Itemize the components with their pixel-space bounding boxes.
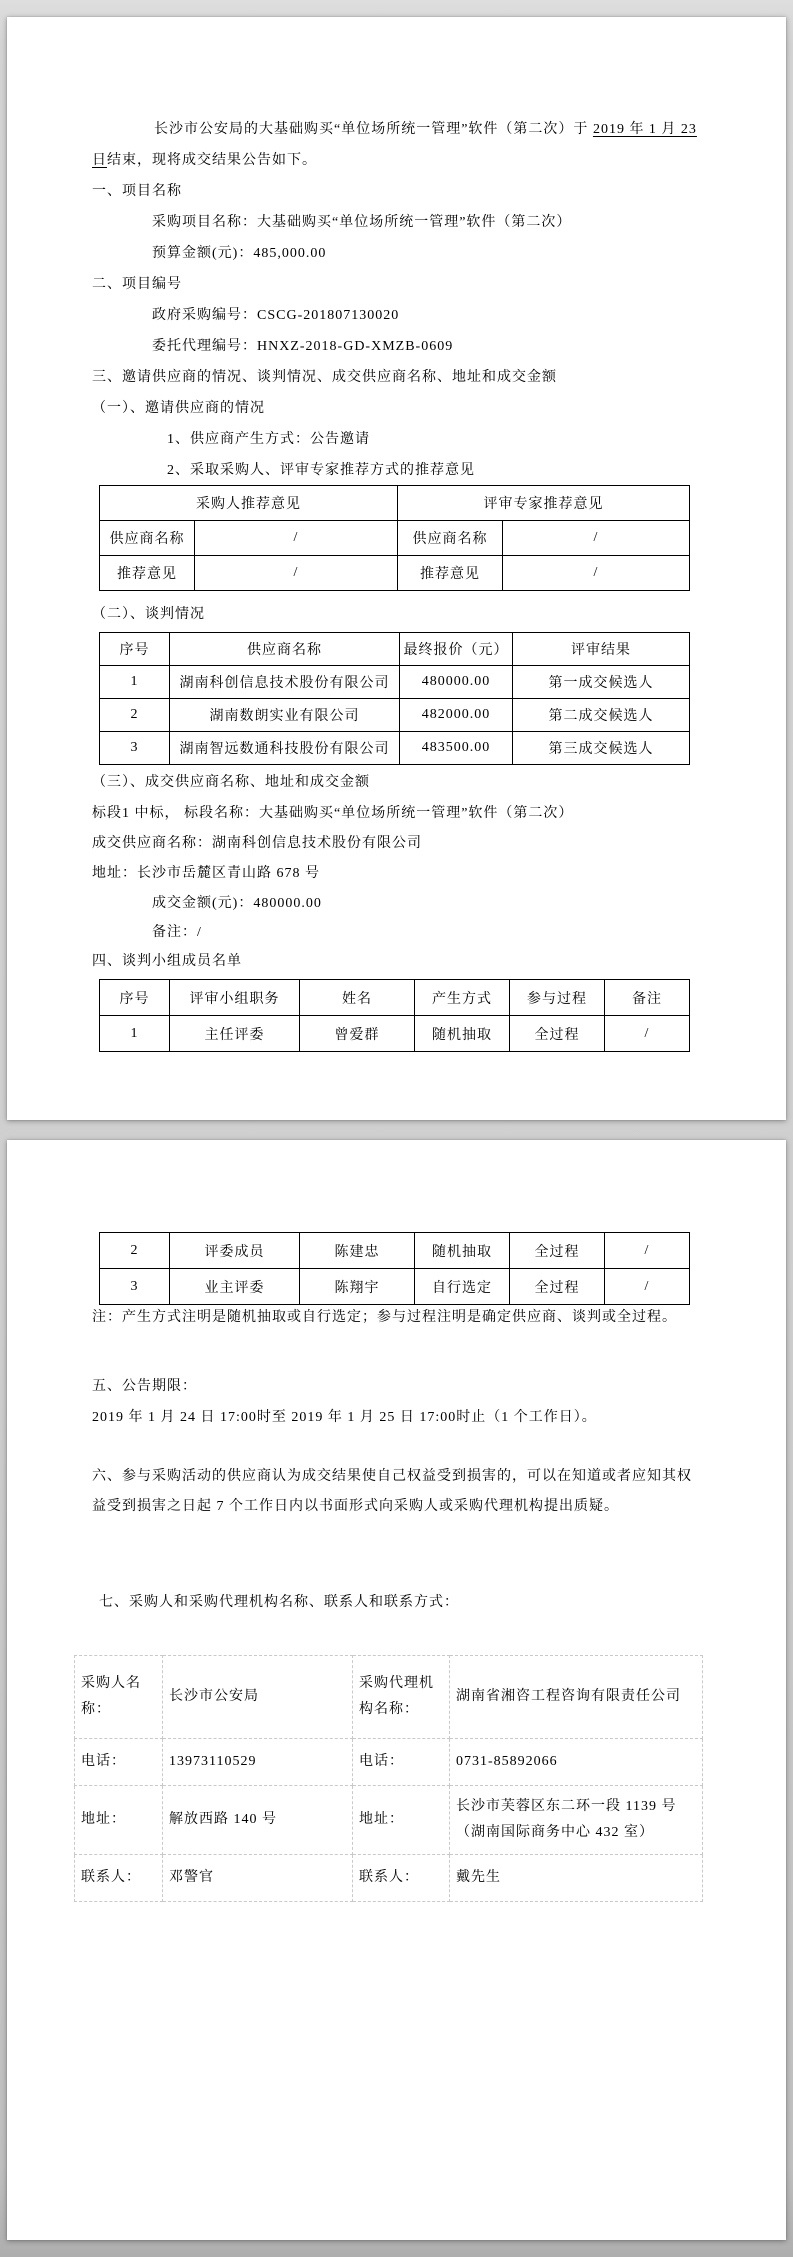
intro-lead: 长沙市公安局的大基础购买“单位场所统一管理”软件（第二次）于 bbox=[154, 122, 593, 137]
contact-label-buyer-phone: 电话： bbox=[75, 1739, 163, 1786]
contact-value-agency-contact: 戴先生 bbox=[450, 1855, 703, 1902]
col-header-process: 参与过程 bbox=[510, 980, 605, 1016]
negotiation-table bbox=[99, 632, 690, 765]
intro-line-2 bbox=[92, 146, 317, 176]
table-cell: 1 bbox=[100, 666, 170, 699]
contact-value-buyer-address: 解放西路 140 号 bbox=[163, 1786, 353, 1855]
panel-note: 注：产生方式注明是随机抽取或自行选定；参与过程注明是确定供应商、谈判或全过程。 bbox=[92, 1310, 677, 1325]
table-cell: 评委成员 bbox=[170, 1233, 300, 1269]
table-cell: / bbox=[503, 521, 690, 556]
table-cell: 推荐意见 bbox=[100, 556, 195, 591]
table-row bbox=[100, 1233, 690, 1269]
table-cell: 全过程 bbox=[510, 1269, 605, 1305]
table-cell: 推荐意见 bbox=[398, 556, 503, 591]
table-row bbox=[100, 666, 690, 699]
contact-label-buyer-name: 采购人名称： bbox=[75, 1656, 163, 1739]
section1-line2: 预算金额(元)：485,000.00 bbox=[152, 246, 327, 261]
contact-value-agency-phone: 0731-85892066 bbox=[450, 1739, 703, 1786]
contact-label-agency-address: 地址： bbox=[353, 1786, 450, 1855]
table-row bbox=[100, 556, 690, 591]
table-row bbox=[100, 732, 690, 765]
contact-label-buyer-contact: 联系人： bbox=[75, 1855, 163, 1902]
table-cell: 2 bbox=[100, 1233, 170, 1269]
table-cell: / bbox=[503, 556, 690, 591]
recommend-header-expert: 评审专家推荐意见 bbox=[398, 486, 690, 521]
section3-sub3-line5: 备注：/ bbox=[152, 925, 202, 940]
table-cell: 陈翔宇 bbox=[300, 1269, 415, 1305]
section2-title: 二、项目编号 bbox=[92, 277, 182, 292]
table-cell: 供应商名称 bbox=[398, 521, 503, 556]
section3-sub1-line1: 1、供应商产生方式：公告邀请 bbox=[167, 432, 370, 447]
section3-sub3-line4: 成交金额(元)：480000.00 bbox=[152, 896, 322, 911]
table-cell: 483500.00 bbox=[400, 732, 513, 765]
table-row bbox=[100, 699, 690, 732]
table-cell: 全过程 bbox=[510, 1233, 605, 1269]
col-header-seq: 序号 bbox=[100, 980, 170, 1016]
recommend-header-buyer: 采购人推荐意见 bbox=[100, 486, 398, 521]
section3-sub3-line2: 成交供应商名称：湖南科创信息技术股份有限公司 bbox=[92, 836, 422, 851]
table-row bbox=[75, 1739, 703, 1786]
table-cell: 2 bbox=[100, 699, 170, 732]
table-cell: / bbox=[605, 1233, 690, 1269]
document-page-2 bbox=[7, 1140, 786, 2240]
section7-title: 七、采购人和采购代理机构名称、联系人和联系方式： bbox=[99, 1595, 459, 1610]
document-page-1 bbox=[7, 17, 786, 1120]
col-header-supplier: 供应商名称 bbox=[170, 633, 400, 666]
table-cell: 陈建忠 bbox=[300, 1233, 415, 1269]
col-header-seq: 序号 bbox=[100, 633, 170, 666]
table-row bbox=[75, 1786, 703, 1855]
contact-value-agency-name: 湖南省湘咨工程咨询有限责任公司 bbox=[450, 1656, 703, 1739]
table-cell: 随机抽取 bbox=[415, 1233, 510, 1269]
section3-sub1-title: （一）、邀请供应商的情况 bbox=[92, 401, 265, 416]
contact-value-agency-address: 长沙市芙蓉区东二环一段 1139 号（湖南国际商务中心 432 室） bbox=[450, 1786, 703, 1855]
table-cell: 第二成交候选人 bbox=[513, 699, 690, 732]
contact-label-buyer-address: 地址： bbox=[75, 1786, 163, 1855]
section3-title: 三、邀请供应商的情况、谈判情况、成交供应商名称、地址和成交金额 bbox=[92, 370, 557, 385]
contact-label-agency-name: 采购代理机构名称： bbox=[353, 1656, 450, 1739]
table-cell: 第一成交候选人 bbox=[513, 666, 690, 699]
table-cell: 自行选定 bbox=[415, 1269, 510, 1305]
section3-sub1-line2: 2、采取采购人、评审专家推荐方式的推荐意见 bbox=[167, 463, 475, 478]
contact-value-buyer-phone: 13973110529 bbox=[163, 1739, 353, 1786]
section5-title: 五、公告期限： bbox=[92, 1379, 197, 1394]
contact-table bbox=[74, 1655, 703, 1902]
contact-value-buyer-name: 长沙市公安局 bbox=[163, 1656, 353, 1739]
table-cell: 供应商名称 bbox=[100, 521, 195, 556]
table-row bbox=[100, 1016, 690, 1052]
table-cell: 湖南科创信息技术股份有限公司 bbox=[170, 666, 400, 699]
table-cell: 第三成交候选人 bbox=[513, 732, 690, 765]
contact-label-agency-contact: 联系人： bbox=[353, 1855, 450, 1902]
table-cell: 3 bbox=[100, 732, 170, 765]
intro-line-1 bbox=[154, 115, 697, 145]
recommend-table-header-row bbox=[100, 486, 690, 521]
table-cell: / bbox=[195, 521, 398, 556]
recommend-table bbox=[99, 485, 690, 591]
section3-sub3-line3: 地址：长沙市岳麓区青山路 678 号 bbox=[92, 866, 320, 881]
table-cell: 曾爱群 bbox=[300, 1016, 415, 1052]
intro-date-underlined: 2019 年 1 月 23 bbox=[592, 122, 697, 137]
intro-date-tail-underlined: 日 bbox=[92, 153, 107, 168]
col-header-name: 姓名 bbox=[300, 980, 415, 1016]
col-header-remark: 备注 bbox=[605, 980, 690, 1016]
col-header-result: 评审结果 bbox=[513, 633, 690, 666]
panel-table bbox=[99, 979, 690, 1052]
section4-title: 四、谈判小组成员名单 bbox=[92, 954, 242, 969]
section6-line1: 六、参与采购活动的供应商认为成交结果使自己权益受到损害的，可以在知道或者应知其权 bbox=[92, 1469, 692, 1484]
table-cell: 482000.00 bbox=[400, 699, 513, 732]
negotiation-table-header-row bbox=[100, 633, 690, 666]
table-cell: 1 bbox=[100, 1016, 170, 1052]
table-row bbox=[75, 1656, 703, 1739]
section6-line2: 益受到损害之日起 7 个工作日内以书面形式向采购人或采购代理机构提出质疑。 bbox=[92, 1499, 619, 1514]
section2-line1: 政府采购编号：CSCG-201807130020 bbox=[152, 308, 400, 323]
table-row bbox=[75, 1855, 703, 1902]
col-header-method: 产生方式 bbox=[415, 980, 510, 1016]
table-cell: 业主评委 bbox=[170, 1269, 300, 1305]
table-cell: / bbox=[195, 556, 398, 591]
section1-title: 一、项目名称 bbox=[92, 184, 182, 199]
panel-table-header-row bbox=[100, 980, 690, 1016]
intro-tail: 结束，现将成交结果公告如下。 bbox=[107, 153, 317, 168]
col-header-price: 最终报价（元） bbox=[400, 633, 513, 666]
contact-label-agency-phone: 电话： bbox=[353, 1739, 450, 1786]
table-cell: 3 bbox=[100, 1269, 170, 1305]
table-row bbox=[100, 521, 690, 556]
table-cell: / bbox=[605, 1016, 690, 1052]
table-cell: 全过程 bbox=[510, 1016, 605, 1052]
table-cell: 随机抽取 bbox=[415, 1016, 510, 1052]
table-cell: / bbox=[605, 1269, 690, 1305]
table-cell: 湖南数朗实业有限公司 bbox=[170, 699, 400, 732]
contact-value-buyer-contact: 邓警官 bbox=[163, 1855, 353, 1902]
table-cell: 主任评委 bbox=[170, 1016, 300, 1052]
table-row bbox=[100, 1269, 690, 1305]
section5-line1: 2019 年 1 月 24 日 17:00时至 2019 年 1 月 25 日 17:00时止（1 个工作日）。 bbox=[92, 1410, 597, 1425]
section3-sub3-line1: 标段1 中标， 标段名称：大基础购买“单位场所统一管理”软件（第二次） bbox=[92, 806, 574, 821]
panel-table-continued bbox=[99, 1232, 690, 1305]
section3-sub2-title: （二）、谈判情况 bbox=[92, 607, 205, 622]
table-cell: 480000.00 bbox=[400, 666, 513, 699]
section1-line1: 采购项目名称：大基础购买“单位场所统一管理”软件（第二次） bbox=[152, 215, 572, 230]
table-cell: 湖南智远数通科技股份有限公司 bbox=[170, 732, 400, 765]
section3-sub3-title: （三）、成交供应商名称、地址和成交金额 bbox=[92, 775, 370, 790]
section2-line2: 委托代理编号：HNXZ-2018-GD-XMZB-0609 bbox=[152, 339, 454, 354]
col-header-role: 评审小组职务 bbox=[170, 980, 300, 1016]
